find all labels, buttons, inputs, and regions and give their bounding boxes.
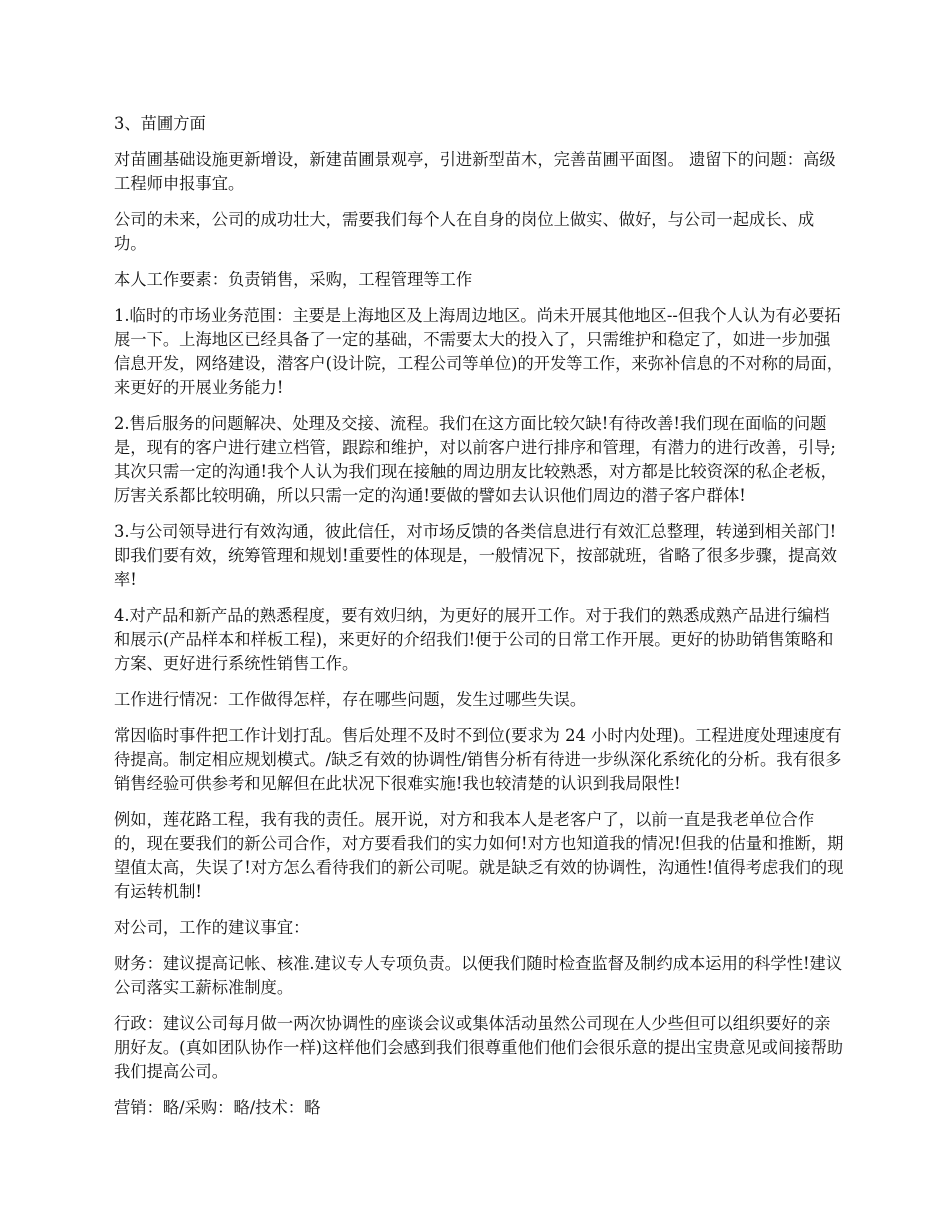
paragraph-work-elements: 本人工作要素：负责销售，采购，工程管理等工作	[114, 270, 473, 289]
paragraph-item-3-communication: 3.与公司领导进行有效沟通，彼此信任，对市场反馈的各类信息进行有效汇总整理，转递到相关部门!即我们要有效，统筹管理和规划!重要性的体现是，一般情况下，按部就班，省略了很多步骤，提高效率!	[114, 522, 837, 589]
section-heading-nursery: 3、苗圃方面	[114, 114, 206, 133]
paragraph-problems: 常因临时事件把工作计划打乱。售后处理不及时不到位(要求为 24 小时内处理)。工程进度处理速度有待提高。制定相应规划模式。/缺乏有效的协调性/销售分析有待进一步纵深化系统化的分析。我有很多销售经验可供参考和见解但在此状况下很难实施!我也较清楚的认识到我局限性!	[114, 726, 842, 793]
paragraph-company-future: 公司的未来，公司的成功壮大，需要我们每个人在自身的岗位上做实、做好，与公司一起成长、成功。	[114, 210, 815, 253]
paragraph-work-status: 工作进行情况：工作做得怎样，存在哪些问题，发生过哪些失误。	[114, 690, 587, 709]
paragraph-item-2-after-sales: 2.售后服务的问题解决、处理及交接、流程。我们在这方面比较欠缺!有待改善!我们现在面临的问题是，现有的客户进行建立档管，跟踪和维护，对以前客户进行排序和管理，有潜力的进行改善，引导;其次只需一定的沟通!我个人认为我们现在接触的周边朋友比较熟悉，对方都是比较资深的私企老板，厉害关系都比较明确，所以只需一定的沟通!要做的譬如去认识他们周边的潜子客户群体!	[114, 414, 837, 505]
paragraph-nursery-infrastructure: 对苗圃基础设施更新增设，新建苗圃景观亭，引进新型苗木，完善苗圃平面图。 遗留下的问题：高级工程师申报事宜。	[114, 150, 836, 193]
paragraph-finance: 财务：建议提高记帐、核准.建议专人专项负责。以便我们随时检查监督及制约成本运用的科学性!建议公司落实工薪标准制度。	[114, 954, 843, 997]
paragraph-item-1-market-scope: 1.临时的市场业务范围：主要是上海地区及上海周边地区。尚未开展其他地区--但我个人认为有必要拓展一下。上海地区已经具备了一定的基础，不需要太大的投入了，只需维护和稳定了，如进一步加强信息开发，网络建设，潜客户(设计院，工程公司等单位)的开发等工作，来弥补信息的不对称的局面，来更好的开展业务能力!	[114, 306, 844, 397]
paragraph-item-4-products: 4.对产品和新产品的熟悉程度，要有效归纳，为更好的展开工作。对于我们的熟悉成熟产品进行编档和展示(产品样本和样板工程)，来更好的介绍我们!便于公司的日常工作开展。更好的协助销售策略和方案、更好进行系统性销售工作。	[114, 606, 834, 673]
document-page	[114, 112, 844, 1132]
paragraph-suggestions-heading: 对公司，工作的建议事宜：	[114, 918, 310, 937]
paragraph-example: 例如，莲花路工程，我有我的责任。展开说，对方和我本人是老客户了，以前一直是我老单位合作的，现在要我们的新公司合作，对方要看我们的实力如何!对方也知道我的情况!但我的估量和推断，期望值太高，失误了!对方怎么看待我们的新公司呢。就是缺乏有效的协调性，沟通性!值得考虑我们的现有运转机制!	[114, 810, 844, 901]
paragraph-administration: 行政：建议公司每月做一两次协调性的座谈会议或集体活动虽然公司现在人少些但可以组织要好的亲朋好友。(真如团队协作一样)这样他们会感到我们很尊重他们他们会很乐意的提出宝贵意见或间接帮助我们提高公司。	[114, 1014, 844, 1081]
paragraph-other-departments: 营销：略/采购：略/技术：略	[114, 1098, 321, 1117]
